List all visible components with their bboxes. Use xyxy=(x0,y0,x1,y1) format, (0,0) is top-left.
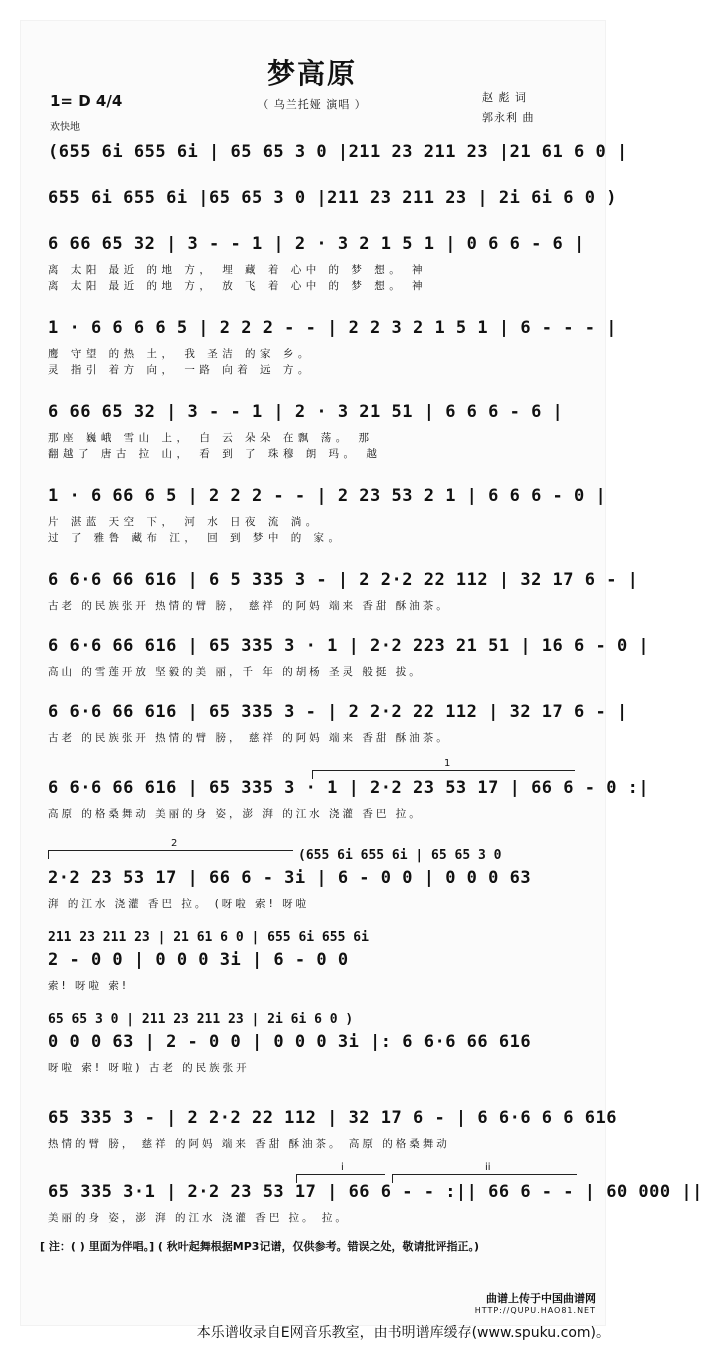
lyrics-line: 湃 的江水 浇灌 香巴 拉。 (呀啦 索! 呀啦 xyxy=(48,898,310,910)
notes-line: 6 6·6 66 616 | 65 335 3 - | 2 2·2 22 112 | 32 17 6 - | xyxy=(48,702,628,722)
accompaniment-line: 211 23 211 23 | 21 61 6 0 | 655 6i 655 6i xyxy=(48,930,369,945)
source-footer: 本乐谱收录自E网音乐教室，由书明谱库缓存(www.spuku.com)。 xyxy=(196,1325,610,1341)
lyrics-line: 索! 呀啦 索! xyxy=(48,980,130,992)
lyrics-line: 热情的臂 膀， 慈祥 的阿妈 端来 香甜 酥油茶。 高原 的格桑舞动 xyxy=(48,1138,450,1150)
notes-line: 6 66 65 32 | 3 - - 1 | 2 · 3 2 1 5 1 | 0 6 6 - 6 | xyxy=(48,234,585,254)
volta-bracket-2: 2 xyxy=(48,850,293,859)
notes-line: 1 · 6 66 6 5 | 2 2 2 - - | 2 23 53 2 1 | 6 6 6 - 0 | xyxy=(48,486,607,506)
tempo-marking: 欢快地 xyxy=(50,122,80,133)
upload-site-url: HTTP://QUPU.HAO81.NET xyxy=(474,1306,596,1315)
notes-line: 2·2 23 53 17 | 66 6 - 3i | 6 - 0 0 | 0 0 0 63 xyxy=(48,868,532,888)
lyrics-verse-2: 灵 指引 着方 向， 一路 向着 远 方。 xyxy=(48,364,313,376)
notes-line: 6 6·6 66 616 | 65 335 3 · 1 | 2·2 223 21 51 | 16 6 - 0 | xyxy=(48,636,650,656)
notes-line: 6 6·6 66 616 | 6 5 335 3 - | 2 2·2 22 112 | 32 17 6 - | xyxy=(48,570,639,590)
lyrics-verse-1: 片 湛蓝 天空 下， 河 水 日夜 流 淌。 xyxy=(48,516,321,528)
lyrics-verse-1: 古老 的民族张开 热情的臂 膀， 慈祥 的阿妈 端来 香甜 酥油茶。 xyxy=(48,600,450,612)
notes-line: 0 0 0 63 | 2 - 0 0 | 0 0 0 3i |: 6 6·6 66 616 xyxy=(48,1032,532,1052)
notes-line: (655 6i 655 6i | 65 65 3 0 |211 23 211 23 |21 61 6 0 | xyxy=(48,142,628,162)
lyrics-line: 呀啦 索! 呀啦) 古老 的民族张开 xyxy=(48,1062,250,1074)
lyrics-verse-1: 高原 的格桑舞动 美丽的身 姿，澎 湃 的江水 浇灌 香巴 拉。 xyxy=(48,808,423,820)
lyrics-verse-1: 鹰 守望 的热 土， 我 圣洁 的家 乡。 xyxy=(48,348,313,360)
lyrics-verse-2: 离 太阳 最近 的地 方， 放 飞 着 心中 的 梦 想。 神 xyxy=(48,280,428,292)
notes-line: 65 335 3·1 | 2·2 23 53 17 | 66 6 - - :|| 66 6 - - | 60 000 || xyxy=(48,1182,703,1202)
key-signature: 1= D 4/4 xyxy=(50,92,123,110)
lyrics-line: 美丽的身 姿，澎 湃 的江水 浇灌 香巴 拉。 拉。 xyxy=(48,1212,349,1224)
notes-line: 6 66 65 32 | 3 - - 1 | 2 · 3 21 51 | 6 6 6 - 6 | xyxy=(48,402,564,422)
lyrics-verse-2: 过 了 雅鲁 藏布 江， 回 到 梦中 的 家。 xyxy=(48,532,344,544)
lyrics-verse-1: 离 太阳 最近 的地 方， 埋 藏 着 心中 的 梦 想。 神 xyxy=(48,264,428,276)
singer-credit: （ 乌兰托娅 演唱 ） xyxy=(257,98,367,111)
upload-site-name: 曲谱上传于中国曲谱网 xyxy=(486,1292,596,1305)
volta-bracket-ii: ii xyxy=(392,1174,577,1183)
annotation-note: [ 注：( ) 里面为伴唱。] ( 秋叶起舞根据MP3记谱，仅供参考。错误之处，敬请批评指正。) xyxy=(40,1240,479,1253)
accompaniment-line: 65 65 3 0 | 211 23 211 23 | 2i 6i 6 0 ) xyxy=(48,1012,354,1027)
volta-bracket-1: 1 xyxy=(312,770,575,779)
notes-line: 65 335 3 - | 2 2·2 22 112 | 32 17 6 - | 6 6·6 6 6 616 xyxy=(48,1108,617,1128)
accompaniment-line: (655 6i 655 6i | 65 65 3 0 xyxy=(298,848,502,863)
song-title: 梦高原 xyxy=(266,57,357,90)
lyrics-verse-1: 古老 的民族张开 热情的臂 膀， 慈祥 的阿妈 端来 香甜 酥油茶。 xyxy=(48,732,450,744)
lyrics-verse-1: 那座 巍峨 雪山 上， 白 云 朵朵 在飘 荡。 那 xyxy=(48,432,374,444)
lyricist: 赵 彪 词 xyxy=(482,91,527,104)
notes-line: 6 6·6 66 616 | 65 335 3 · 1 | 2·2 23 53 17 | 66 6 - 0 :| xyxy=(48,778,650,798)
lyrics-verse-2: 翻越了 唐古 拉 山， 看 到 了 珠穆 朗 玛。 越 xyxy=(48,448,382,460)
notes-line: 655 6i 655 6i |65 65 3 0 |211 23 211 23 | 2i 6i 6 0 ) xyxy=(48,188,617,208)
composer: 郭永利 曲 xyxy=(482,111,535,124)
volta-bracket-i: i xyxy=(296,1174,385,1183)
lyrics-verse-1: 高山 的雪莲开放 坚毅的美 丽，千 年 的胡杨 圣灵 般挺 拔。 xyxy=(48,666,423,678)
upload-credit xyxy=(475,1290,596,1315)
notes-line: 1 · 6 6 6 6 5 | 2 2 2 - - | 2 2 3 2 1 5 1 | 6 - - - | xyxy=(48,318,617,338)
credits xyxy=(482,88,535,128)
notes-line: 2 - 0 0 | 0 0 0 3i | 6 - 0 0 xyxy=(48,950,349,970)
